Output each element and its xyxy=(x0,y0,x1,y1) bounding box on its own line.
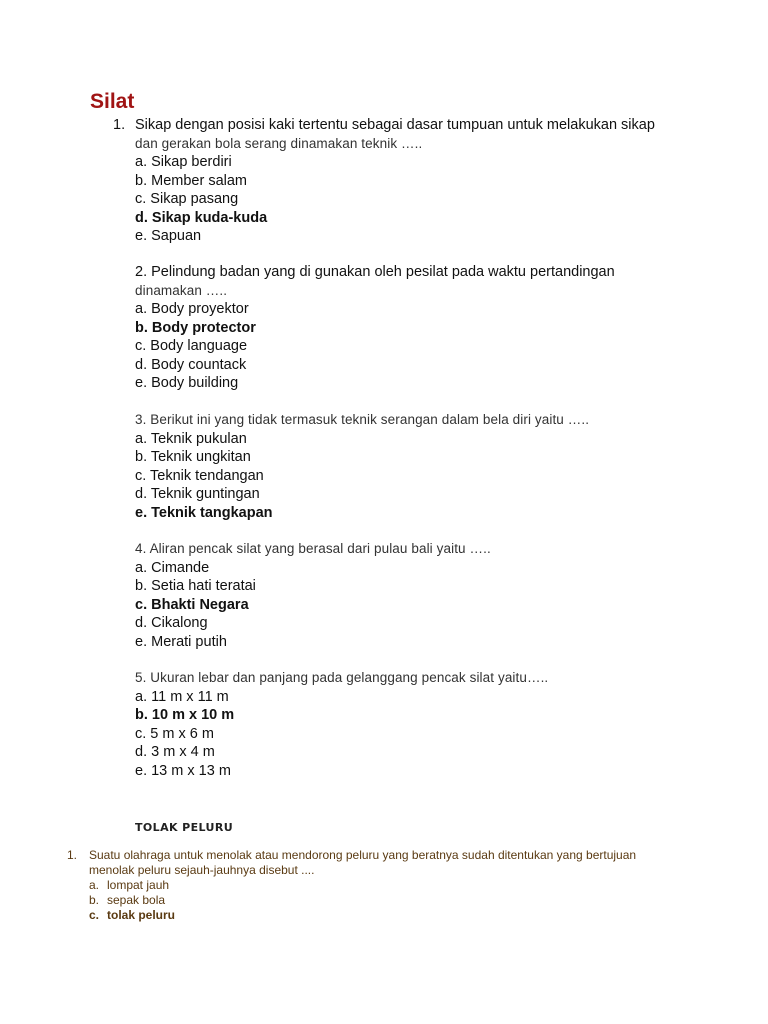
question-3-option-c: c. Teknik tendangan xyxy=(135,467,264,484)
question-5-option-a: a. 11 m x 11 m xyxy=(135,688,229,705)
tolak-peluru-question-1 xyxy=(67,848,707,923)
question-5-stem: 5. Ukuran lebar dan panjang pada gelanggang pencak silat yaitu….. xyxy=(135,670,549,685)
question-1-stem-line1: 1. Sikap dengan posisi kaki tertentu sebagai dasar tumpuan untuk melakukan sikap xyxy=(113,117,655,133)
question-3-option-a: a. Teknik pukulan xyxy=(135,430,247,447)
tolak-peluru-option-a: a. lompat jauh xyxy=(89,878,170,892)
question-1-option-e: e. Sapuan xyxy=(135,228,202,244)
question-1-stem-line2: dan gerakan bola serang dinamakan teknik ….. xyxy=(135,135,423,151)
tolak-peluru-option-c: c. tolak peluru xyxy=(89,908,176,922)
question-3 xyxy=(135,411,695,522)
question-5-option-c: c. 5 m x 6 m xyxy=(135,725,214,742)
question-2-stem-line1: 2. Pelindung badan yang di gunakan oleh pesilat pada waktu pertandingan xyxy=(135,264,615,280)
question-1-number: 1. xyxy=(113,117,126,133)
question-5-option-d: d. 3 m x 4 m xyxy=(135,744,215,760)
question-4 xyxy=(135,540,695,651)
question-4-option-b: b. Setia hati teratai xyxy=(135,578,256,594)
question-2 xyxy=(135,263,695,393)
question-2-option-d: d. Body countack xyxy=(135,356,247,373)
question-3-option-b: b. Teknik ungkitan xyxy=(135,449,251,465)
question-4-option-a: a. Cimande xyxy=(135,559,210,576)
tolak-peluru-stem-line2: menolak peluru sejauh-jauhnya disebut .... xyxy=(89,863,315,877)
question-3-stem: 3. Berikut ini yang tidak termasuk teknik serangan dalam bela diri yaitu ….. xyxy=(135,412,590,427)
question-2-option-a: a. Body proyektor xyxy=(135,301,249,317)
tolak-peluru-option-b: b. sepak bola xyxy=(89,893,166,907)
question-5 xyxy=(135,669,695,780)
question-1-option-c: c. Sikap pasang xyxy=(135,191,239,207)
question-2-option-c: c. Body language xyxy=(135,338,248,354)
tolak-peluru-stem-line1: 1. Suatu olahraga untuk menolak atau mendorong peluru yang beratnya sudah ditentukan yang bertujuan xyxy=(67,848,637,862)
question-2-option-e: e. Body building xyxy=(135,375,239,391)
question-1-option-b: b. Member salam xyxy=(135,172,248,189)
question-4-option-e: e. Merati putih xyxy=(135,633,227,650)
question-5-option-e: e. 13 m x 13 m xyxy=(135,762,231,779)
question-3-option-d: d. Teknik guntingan xyxy=(135,486,260,502)
question-4-option-d: d. Cikalong xyxy=(135,615,208,631)
section-title-tolak-peluru: TOLAK PELURU xyxy=(135,821,234,834)
question-4-option-c: c. Bhakti Negara xyxy=(135,596,249,613)
section-title-silat: Silat xyxy=(90,90,135,113)
question-2-option-b: b. Body protector xyxy=(135,319,256,336)
question-5-option-b: b. 10 m x 10 m xyxy=(135,707,235,723)
question-3-option-e: e. Teknik tangkapan xyxy=(135,504,273,521)
question-1 xyxy=(113,116,695,246)
question-1-option-a: a. Sikap berdiri xyxy=(135,154,232,170)
tolak-peluru-question-number: 1. xyxy=(67,848,78,862)
question-4-stem: 4. Aliran pencak silat yang berasal dari pulau bali yaitu ….. xyxy=(135,541,491,556)
question-1-option-d: d. Sikap kuda-kuda xyxy=(135,209,268,226)
question-2-stem-line2: dinamakan ….. xyxy=(135,282,228,298)
